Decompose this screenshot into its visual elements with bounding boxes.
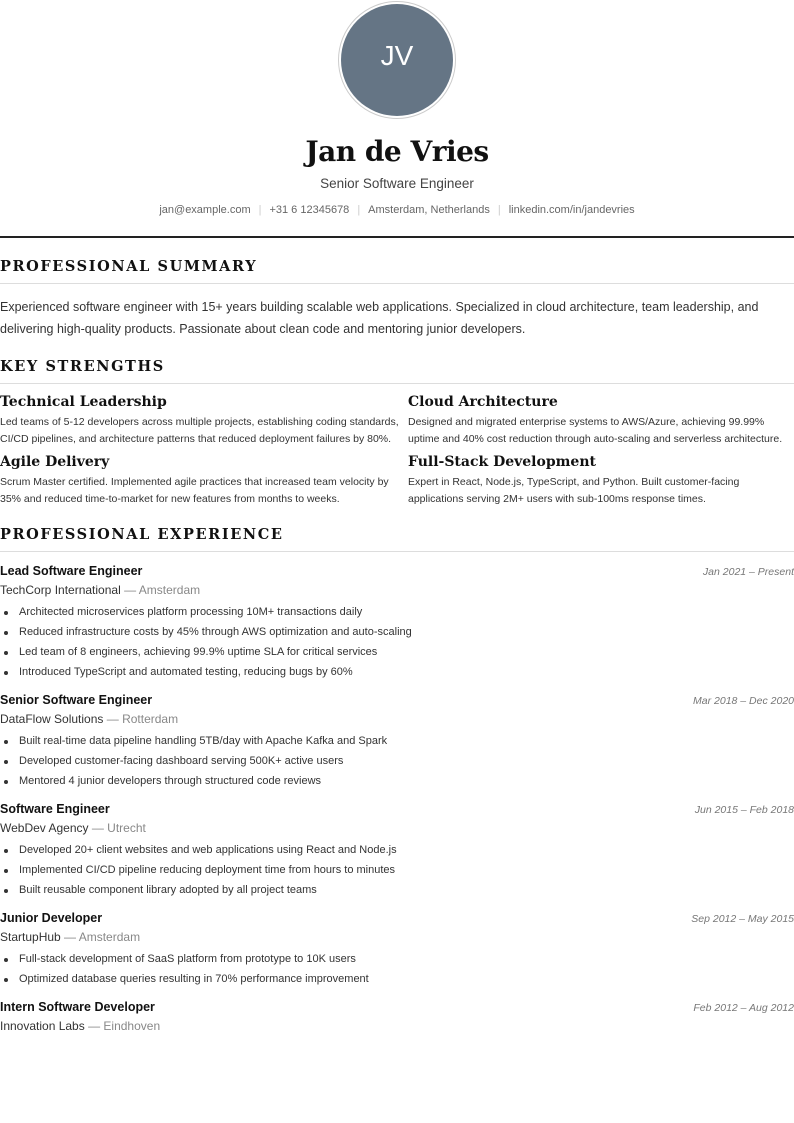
- contact-email: jan@example.com: [159, 204, 251, 216]
- job-dates: Jun 2015 – Feb 2018: [694, 804, 794, 816]
- company-name: DataFlow Solutions: [0, 712, 104, 726]
- job-title: Lead Software Engineer: [0, 564, 143, 578]
- job-dates: Mar 2018 – Dec 2020: [693, 695, 794, 707]
- job-bullet: Developed customer-facing dashboard serving 500K+ active users: [0, 751, 794, 771]
- job-location: — Amsterdam: [124, 583, 201, 597]
- experience-section: [0, 526, 794, 1033]
- job-bullet: Full-stack development of SaaS platform from prototype to 10K users: [0, 949, 794, 969]
- strength-title: Cloud Architecture: [408, 394, 558, 410]
- job-title: Junior Developer: [0, 911, 103, 925]
- strength-title: Technical Leadership: [0, 394, 167, 410]
- resume-header: [0, 0, 794, 216]
- section-heading: PROFESSIONAL SUMMARY: [0, 258, 794, 284]
- job-bullet: Implemented CI/CD pipeline reducing deployment time from hours to minutes: [0, 860, 794, 880]
- section-heading: PROFESSIONAL EXPERIENCE: [0, 526, 794, 552]
- contact-info: [0, 204, 794, 216]
- separator: |: [258, 204, 262, 216]
- contact-phone: +31 6 12345678: [269, 204, 350, 216]
- section-heading: KEY STRENGTHS: [0, 358, 794, 384]
- strength-item: [408, 394, 794, 448]
- strength-item: [408, 454, 794, 508]
- summary-text: Experienced software engineer with 15+ years building scalable web applications. Specialized in cloud architecture, team leadership, and delivering high-quality products. Passionate about clean code and mentoring junior developers.: [0, 300, 759, 336]
- job-location: — Rotterdam: [106, 712, 179, 726]
- avatar-initials: JV: [341, 4, 453, 116]
- job-company: [0, 1019, 794, 1033]
- strength-text: Designed and migrated enterprise systems to AWS/Azure, achieving 99.99% uptime and 40% cost reduction through auto-scaling and serverless architecture.: [408, 416, 783, 445]
- job-dates: Jan 2021 – Present: [702, 566, 794, 578]
- job-location: — Amsterdam: [64, 930, 141, 944]
- job-bullet: Optimized database queries resulting in 70% performance improvement: [0, 969, 794, 989]
- job-bullet: Introduced TypeScript and automated testing, reducing bugs by 60%: [0, 662, 794, 682]
- job-company: [0, 930, 794, 944]
- strengths-section: [0, 358, 794, 508]
- strength-item: [0, 394, 408, 448]
- job-company: [0, 583, 794, 597]
- job-company: [0, 821, 794, 835]
- job-bullet: Built reusable component library adopted by all project teams: [0, 880, 794, 900]
- strength-text: Scrum Master certified. Implemented agile practices that increased team velocity by 35% and reduced time-to-market for new features from months to weeks.: [0, 476, 389, 505]
- job-bullets: [0, 949, 794, 989]
- job-title: Senior Software Engineer: [0, 693, 153, 707]
- job-bullet: Led team of 8 engineers, achieving 99.9% uptime SLA for critical services: [0, 642, 794, 662]
- company-name: Innovation Labs: [0, 1019, 85, 1033]
- job-dates: Feb 2012 – Aug 2012: [693, 1002, 794, 1014]
- separator: |: [357, 204, 361, 216]
- contact-linkedin: linkedin.com/in/jandevries: [508, 204, 635, 216]
- job-entry: [0, 802, 794, 900]
- job-bullets: [0, 602, 794, 682]
- company-name: StartupHub: [0, 930, 61, 944]
- company-name: WebDev Agency: [0, 821, 89, 835]
- strength-item: [0, 454, 408, 508]
- candidate-name: Jan de Vries: [305, 135, 489, 168]
- job-bullets: [0, 731, 794, 791]
- job-bullet: Reduced infrastructure costs by 45% through AWS optimization and auto-scaling: [0, 622, 794, 642]
- job-dates: Sep 2012 – May 2015: [691, 913, 794, 925]
- job-entry: [0, 1000, 794, 1033]
- header-divider: [0, 236, 794, 238]
- job-location: — Utrecht: [91, 821, 146, 835]
- strength-title: Agile Delivery: [0, 454, 110, 470]
- job-title: Intern Software Developer: [0, 1000, 155, 1014]
- job-entry: [0, 693, 794, 791]
- candidate-title: Senior Software Engineer: [320, 176, 474, 191]
- job-company: [0, 712, 794, 726]
- company-name: TechCorp International: [0, 583, 121, 597]
- job-location: — Eindhoven: [88, 1019, 161, 1033]
- contact-location: Amsterdam, Netherlands: [368, 204, 490, 216]
- job-entry: [0, 564, 794, 682]
- strength-title: Full-Stack Development: [408, 454, 596, 470]
- job-entry: [0, 911, 794, 989]
- job-bullet: Mentored 4 junior developers through structured code reviews: [0, 771, 794, 791]
- job-bullet: Built real-time data pipeline handling 5TB/day with Apache Kafka and Spark: [0, 731, 794, 751]
- strength-text: Led teams of 5-12 developers across multiple projects, establishing coding standards, CI/CD pipelines, and architecture patterns that reduced deployment failures by 80%.: [0, 416, 399, 445]
- avatar: [338, 1, 456, 119]
- separator: |: [497, 204, 501, 216]
- job-bullet: Developed 20+ client websites and web applications using React and Node.js: [0, 840, 794, 860]
- summary-section: [0, 258, 794, 340]
- job-title: Software Engineer: [0, 802, 110, 816]
- strength-text: Expert in React, Node.js, TypeScript, and Python. Built customer-facing applications serving 2M+ users with sub-100ms response times.: [408, 476, 740, 505]
- job-bullet: Architected microservices platform processing 10M+ transactions daily: [0, 602, 794, 622]
- job-bullets: [0, 840, 794, 900]
